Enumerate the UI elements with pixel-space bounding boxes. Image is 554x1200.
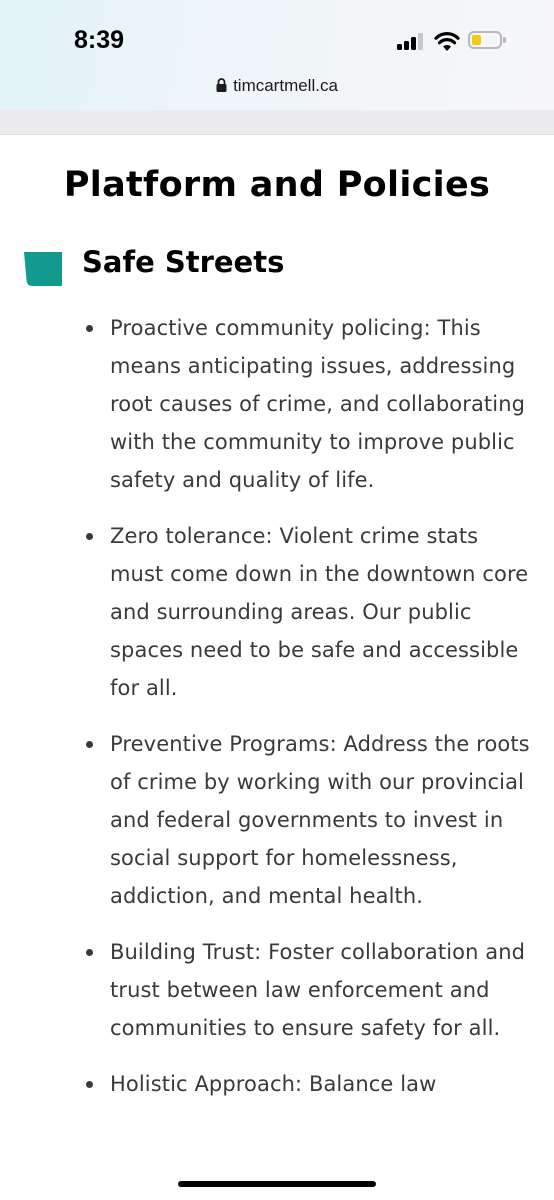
url-bar[interactable] [0, 76, 554, 100]
policy-item-text: Preventive Programs: Address the roots of crime by working with our provincial and federal governments to invest in social support for homelessness, addiction, and mental health. [110, 732, 530, 908]
section-title: Safe Streets [82, 245, 285, 279]
section-marker-icon [24, 252, 62, 286]
policy-item-text: Proactive community policing: This means anticipating issues, addressing root causes of crime, and collaborating with the community to improve public safety and quality of life. [110, 316, 526, 492]
page-title: Platform and Policies [63, 165, 491, 205]
policy-item-proactive-policing [0, 309, 554, 499]
status-time: 8:39 [74, 26, 125, 54]
policy-item-preventive-programs [0, 725, 554, 915]
lock-icon [216, 78, 227, 92]
toolbar-divider [0, 110, 554, 135]
policy-item-building-trust [0, 933, 554, 1047]
policy-item-text: Zero tolerance: Violent crime stats must come down in the downtown core and surrounding areas. Our public spaces need to be safe and accessible for all. [110, 524, 529, 700]
policy-item-zero-tolerance [0, 517, 554, 707]
policy-list [0, 309, 554, 1121]
cellular-signal-icon [397, 33, 425, 50]
policy-item-holistic-approach [0, 1065, 554, 1103]
bullet-icon [86, 325, 93, 332]
bullet-icon [86, 533, 93, 540]
home-indicator[interactable] [178, 1181, 376, 1187]
bullet-icon [86, 949, 93, 956]
bullet-icon [86, 741, 93, 748]
battery-icon [468, 31, 502, 49]
battery-level-fill [472, 35, 481, 45]
policy-item-text: Building Trust: Foster collaboration and trust between law enforcement and communities to ensure safety for all. [110, 940, 526, 1040]
url-text: timcartmell.ca [233, 76, 338, 95]
wifi-icon [434, 30, 460, 52]
policy-item-text: Holistic Approach: Balance law [110, 1072, 437, 1096]
browser-top-bar [0, 0, 554, 111]
bullet-icon [86, 1081, 93, 1088]
